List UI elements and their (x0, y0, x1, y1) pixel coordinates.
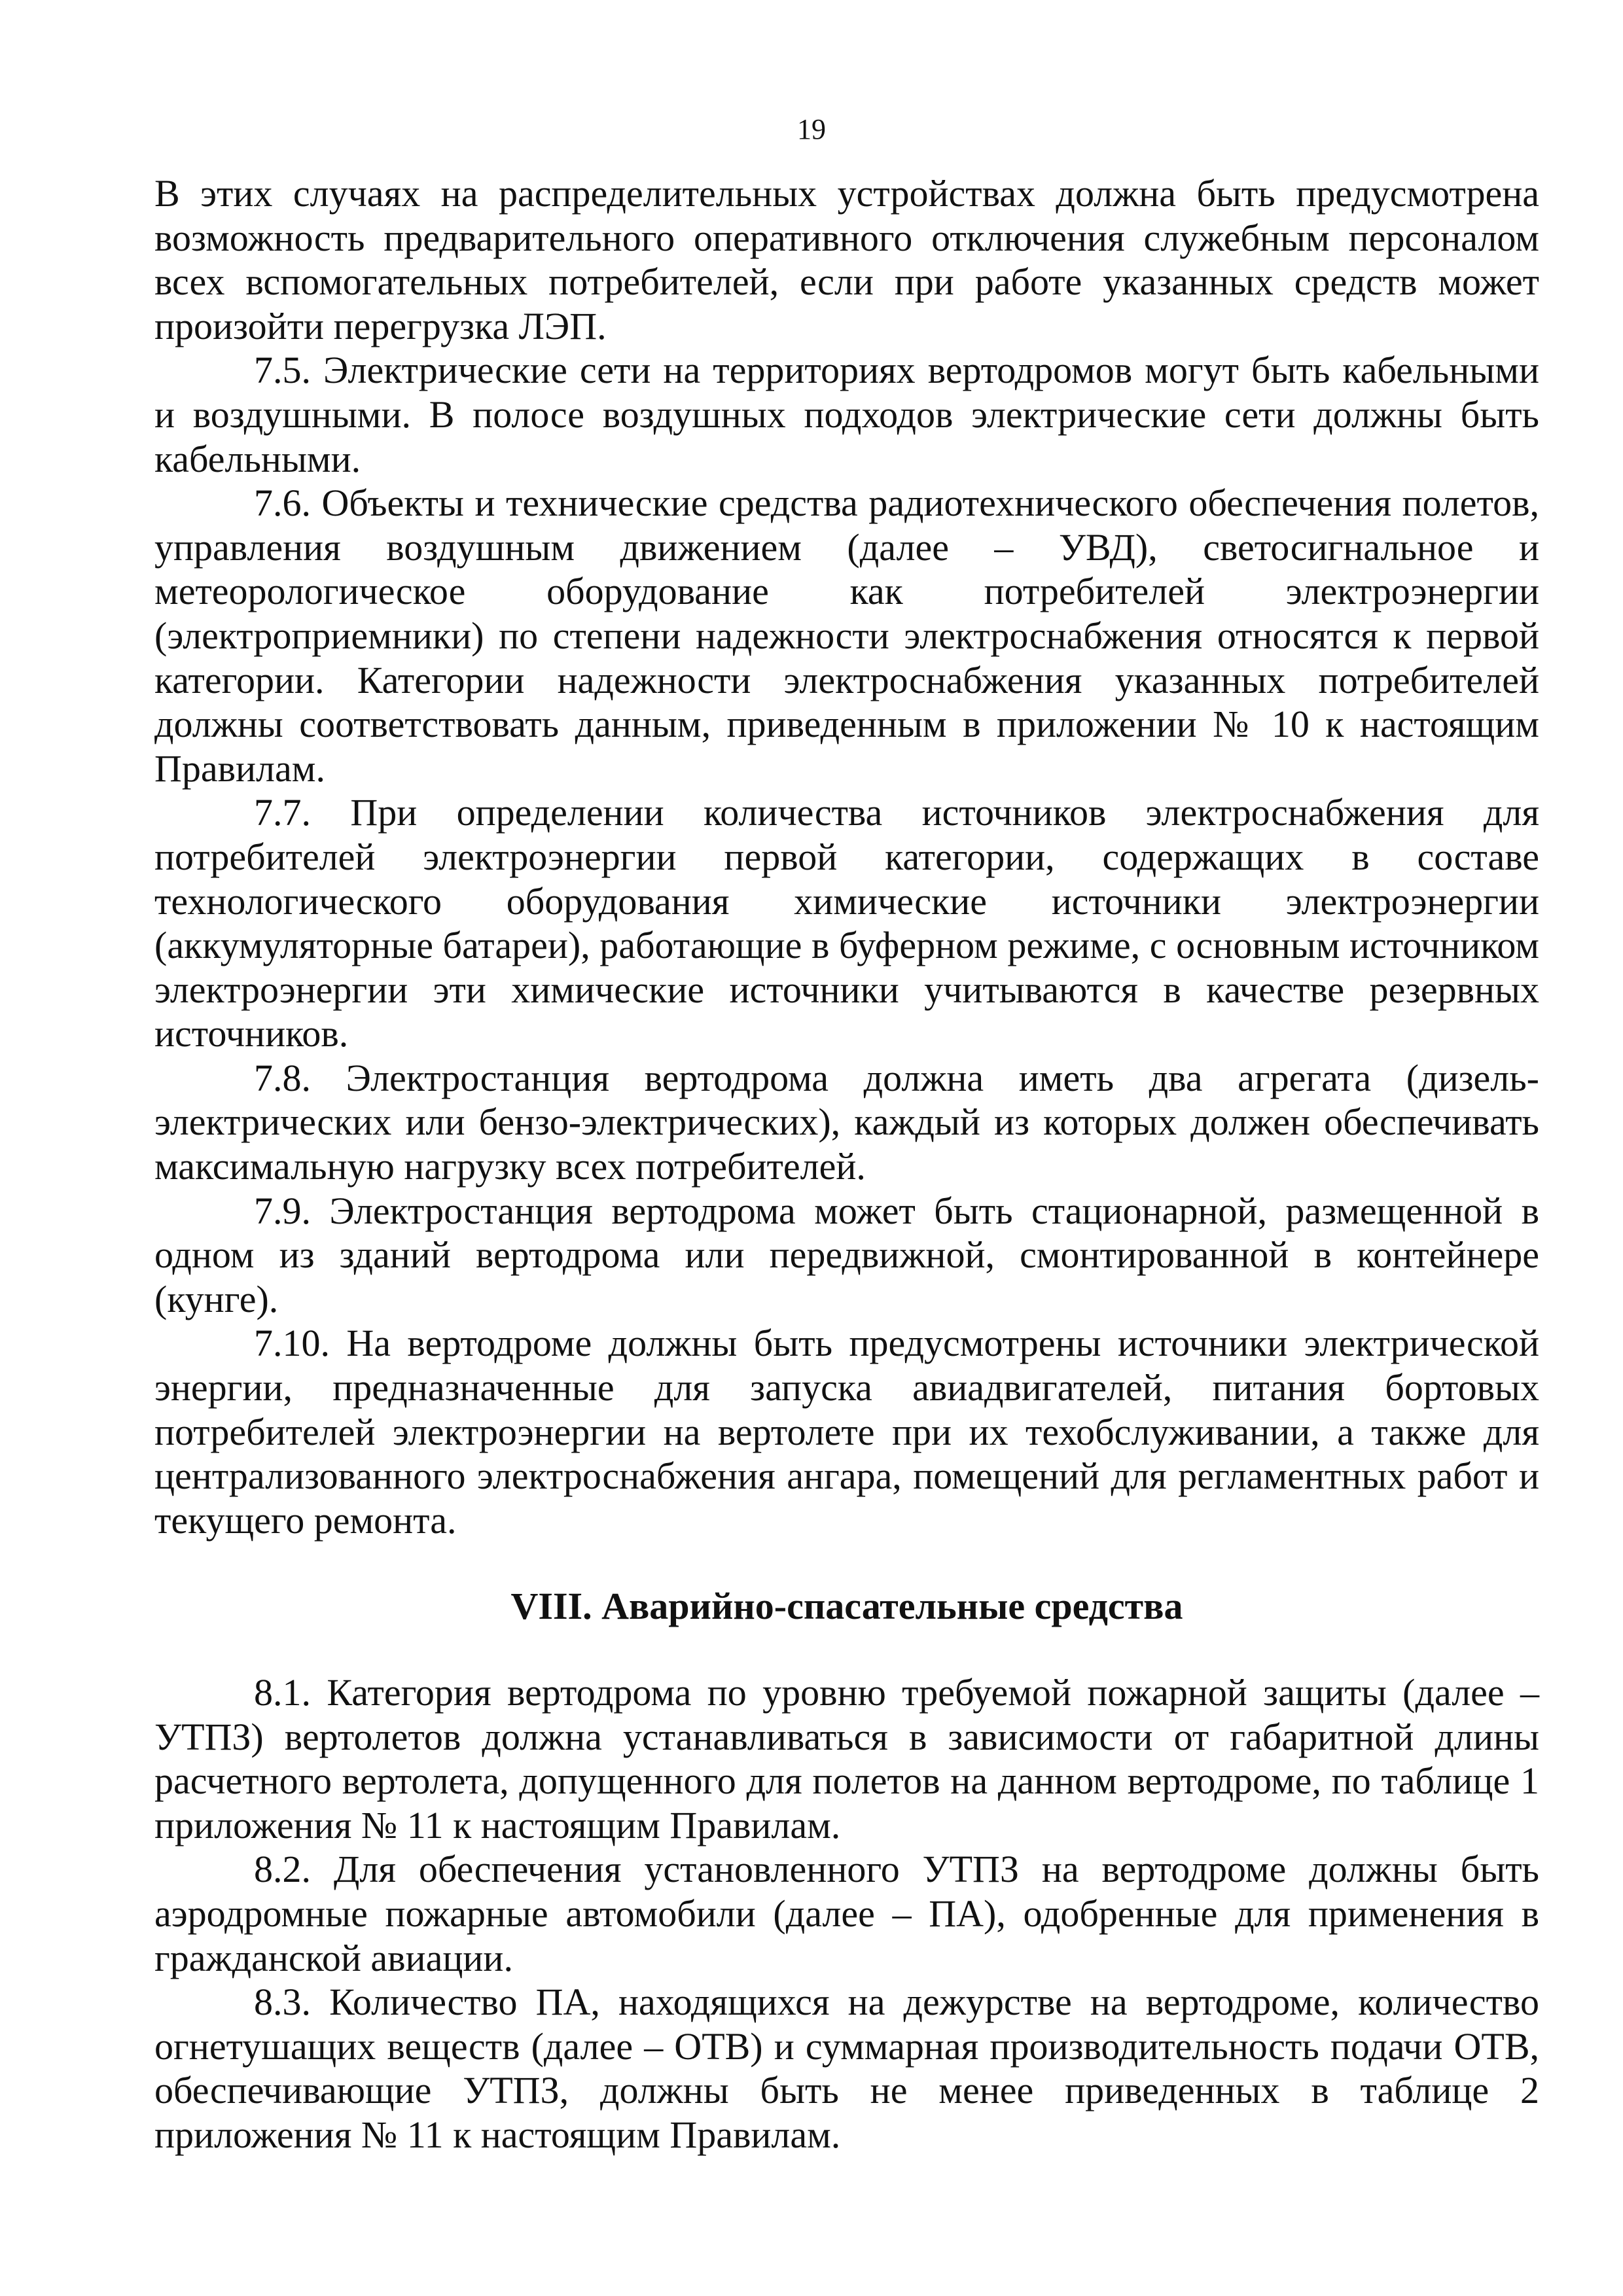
paragraph-7-10: 7.10. На вертодроме должны быть предусмотрены источники электрической энергии, предназначенные для запуска авиадвигателей, питания бортовых потребителей электроэнергии на вертолете при их техобслуживании, а также для централизованного электроснабжения ангара, помещений для регламентных работ и текущего ремонта. (154, 1322, 1539, 1542)
paragraph-7-8: 7.8. Электростанция вертодрома должна иметь два агрегата (дизель-электрических или бензо-электрических), каждый из которых должен обеспечивать максимальную нагрузку всех потребителей. (154, 1056, 1539, 1188)
section-heading: VIII. Аварийно-спасательные средства (510, 1585, 1183, 1628)
page-number: 19 (797, 113, 826, 145)
paragraph-intro: В этих случаях на распределительных устройствах должна быть предусмотрена возможность предварительного оперативного отключения служебным персоналом всех вспомогательных потребителей, если при работе указанных средств может произойти перегрузка ЛЭП. (154, 172, 1539, 347)
paragraph-7-6: 7.6. Объекты и технические средства радиотехнического обеспечения полетов, управления воздушным движением (далее – УВД), светосигнальное и метеорологическое оборудование как потребителей электроэнергии (электроприемники) по степени надежности электроснабжения относятся к первой категории. Категории надежности электроснабжения указанных потребителей должны соответствовать данным, приведенным в приложении № 10 к настоящим Правилам. (154, 482, 1539, 790)
paragraph-7-9: 7.9. Электростанция вертодрома может быть стационарной, размещенной в одном из зданий вертодрома или передвижной, смонтированной в контейнере (кунге). (154, 1189, 1539, 1320)
paragraph-8-3: 8.3. Количество ПА, находящихся на дежурстве на вертодроме, количество огнетушащих веществ (далее – ОТВ) и суммарная производительность подачи ОТВ, обеспечивающие УТПЗ, должны быть не менее приведенных в таблице 2 приложения № 11 к настоящим Правилам. (154, 1981, 1539, 2156)
paragraph-8-2: 8.2. Для обеспечения установленного УТПЗ на вертодроме должны быть аэродромные пожарные автомобили (далее – ПА), одобренные для применения в гражданской авиации. (154, 1848, 1539, 1979)
paragraph-8-1: 8.1. Категория вертодрома по уровню требуемой пожарной защиты (далее – УТПЗ) вертолетов должна устанавливаться в зависимости от габаритной длины расчетного вертолета, допущенного для полетов на данном вертодроме, по таблице 1 приложения № 11 к настоящим Правилам. (154, 1671, 1539, 1846)
paragraph-7-7: 7.7. При определении количества источников электроснабжения для потребителей электроэнергии первой категории, содержащих в составе технологического оборудования химические источники электроэнергии (аккумуляторные батареи), работающие в буферном режиме, с основным источником электроэнергии эти химические источники учитываются в качестве резервных источников. (154, 791, 1539, 1055)
document-body (154, 171, 1539, 2157)
paragraph-7-5: 7.5. Электрические сети на территориях вертодромов могут быть кабельными и воздушными. В полосе воздушных подходов электрические сети должны быть кабельными. (154, 349, 1539, 480)
